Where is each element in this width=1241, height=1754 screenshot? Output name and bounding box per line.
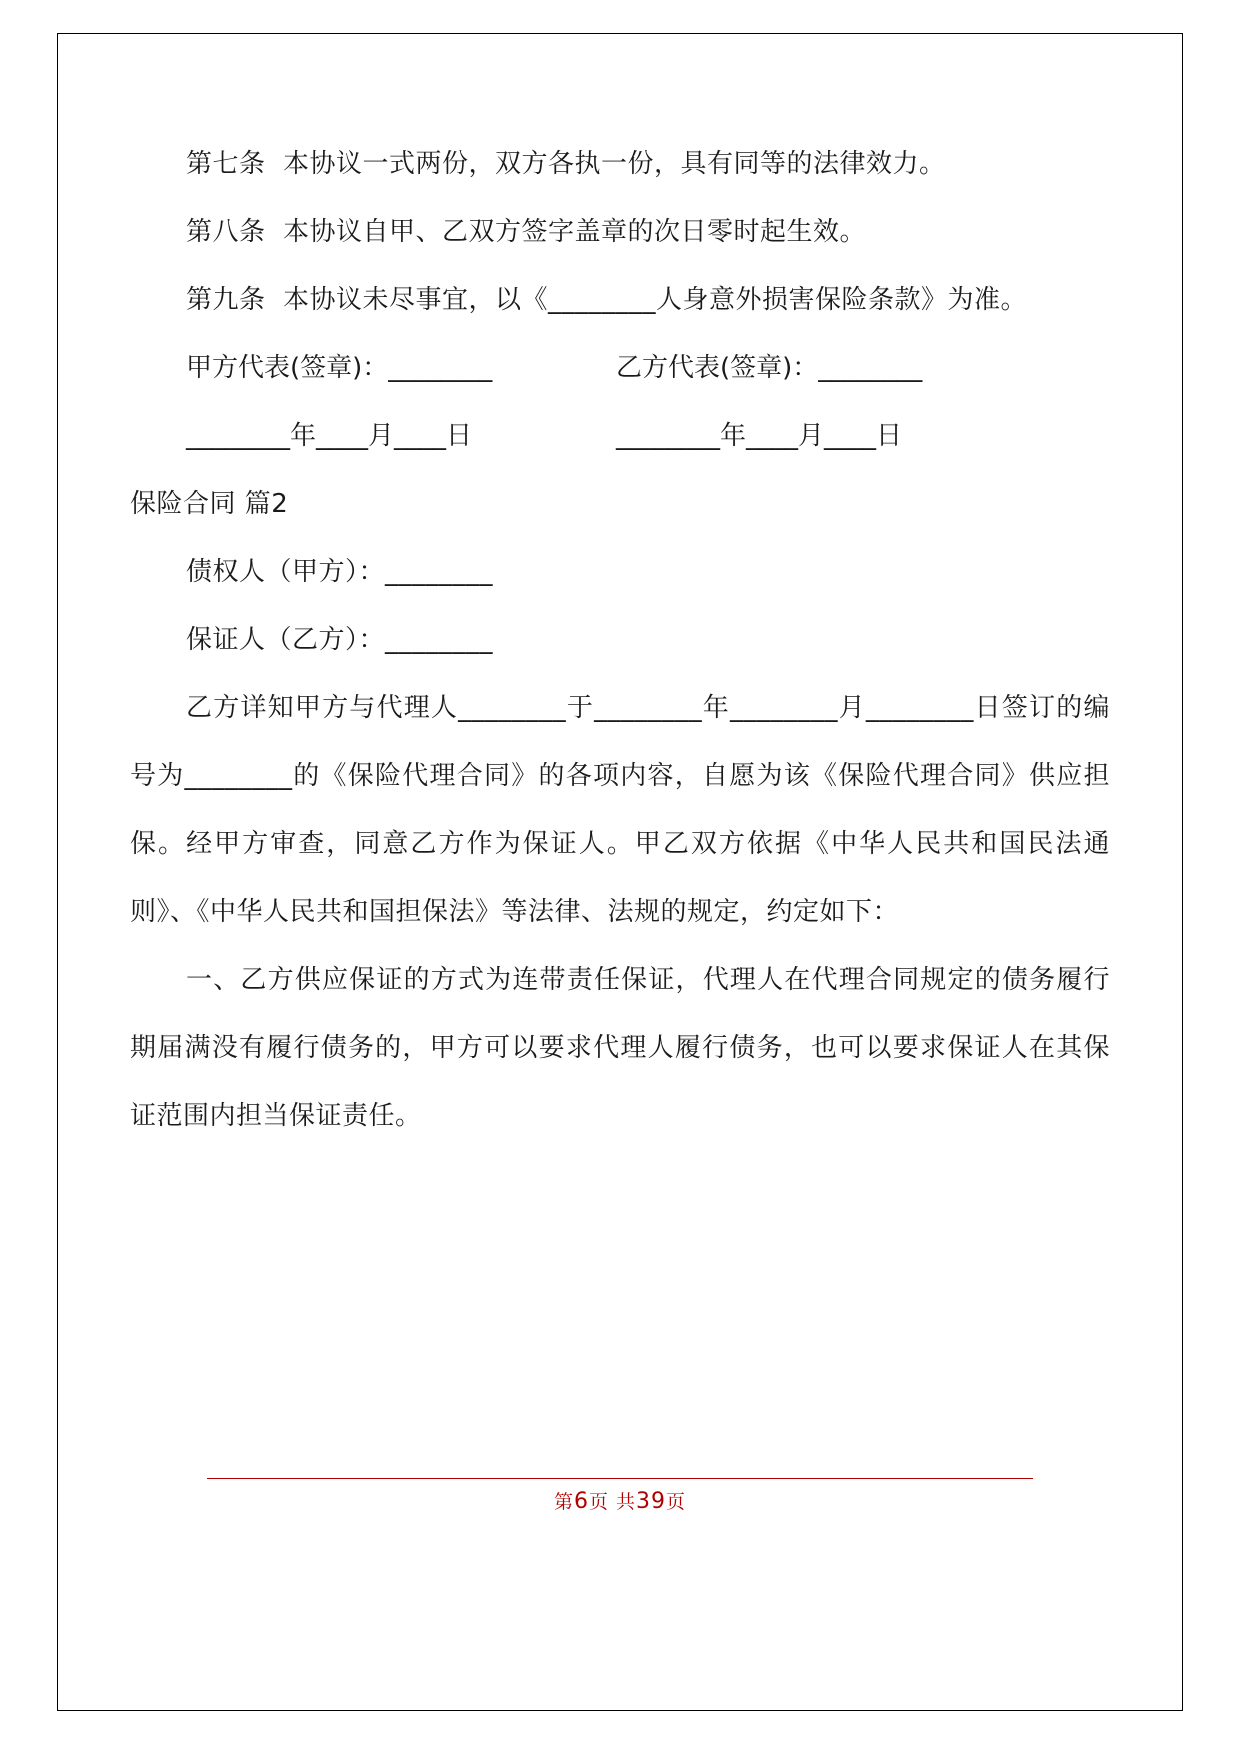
party-b-date-field: ________年____月____日: [616, 421, 903, 451]
signature-date-row: [130, 402, 1110, 470]
footer-prefix: 第: [553, 1491, 574, 1513]
section-heading: 保险合同 篇2: [130, 489, 289, 519]
paragraph-article-9: 第九条 本协议未尽事宜，以《________人身意外损害保险条款》为准。: [186, 285, 1028, 315]
footer-current-page: 6: [573, 1489, 589, 1514]
document-content: [130, 130, 1110, 1150]
signature-row: [130, 334, 1110, 402]
footer-separator: 共: [608, 1491, 637, 1513]
paragraph-clause-1: 一、乙方供应保证的方式为连带责任保证，代理人在代理合同规定的债务履行期届满没有履行债务的，甲方可以要求代理人履行债务，也可以要求保证人在其保证范围内担当保证责任。: [130, 965, 1110, 1131]
party-a-signature-label: 甲方代表(签章)：________: [186, 353, 493, 383]
party-a-date-field: ________年____月____日: [186, 421, 473, 451]
party-b-signature-label: 乙方代表(签章)：________: [616, 353, 923, 383]
paragraph-preamble: 乙方详知甲方与代理人________于________年________月________日签订的编号为________的《保险代理合同》的各项内容，自愿为该《保险代理合同》供应担保。经甲方审查，同意乙方作为保证人。甲乙双方依据《中华人民共和国民法通则》、《中华人民共和国担保法》等法律、法规的规定，约定如下：: [130, 693, 1110, 927]
paragraph-creditor: 债权人（甲方）：________: [186, 557, 494, 587]
footer-page-unit: 页: [588, 1491, 609, 1513]
page-number-indicator: [57, 1487, 1183, 1514]
footer-total-pages: 39: [636, 1489, 667, 1514]
paragraph-article-8: 第八条 本协议自甲、乙双方签字盖章的次日零时起生效。: [186, 217, 867, 247]
paragraph-article-7: 第七条 本协议一式两份，双方各执一份，具有同等的法律效力。: [186, 149, 946, 179]
page-footer: [57, 1478, 1183, 1514]
footer-divider: [207, 1478, 1033, 1479]
paragraph-guarantor: 保证人（乙方）：________: [186, 625, 494, 655]
footer-total-unit: 页: [666, 1491, 687, 1513]
